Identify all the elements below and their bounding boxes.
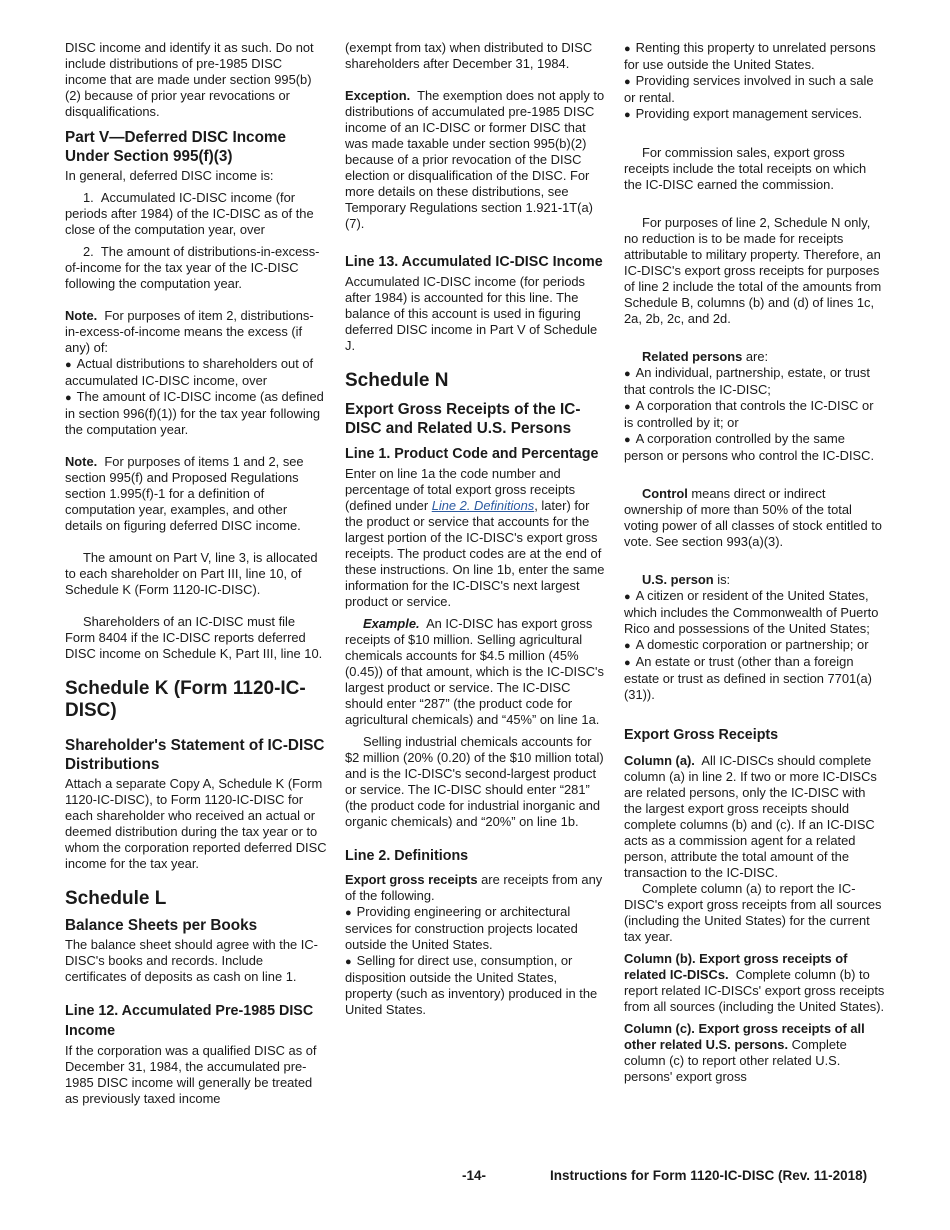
- paragraph: Accumulated IC-DISC income (for periods after 1984) is accounted for this line. The balance of this account is used in figuring deferred DISC income in Part V of Schedule J.: [345, 274, 598, 353]
- control-definition: Control means direct or indirect ownership of more than 50% of the total voting power of all classes of stock entitled to vote. See section 993(a)(3).: [624, 486, 882, 549]
- footer-title: Instructions for Form 1120-IC-DISC (Rev. 11-2018): [550, 1168, 868, 1183]
- paragraph: The balance sheet should agree with the IC-DISC's books and records. Include certificates of deposits as cash on line 1.: [65, 937, 318, 984]
- bullet-item: ● Renting this property to unrelated persons for use outside the United States.: [624, 40, 876, 72]
- paragraph: Attach a separate Copy A, Schedule K (Form 1120-IC-DISC), to Form 1120-IC-DISC for each shareholder who received an actual or deemed distribution during the tax year or to whom the corporation reported deferred DISC income for the tax year.: [65, 776, 327, 871]
- bullet-icon: ●: [624, 109, 631, 121]
- bullet-icon: ●: [624, 434, 631, 446]
- paragraph: For commission sales, export gross receipts include the total receipts on which the IC-DISC earned the commission.: [624, 145, 867, 192]
- paragraph: The amount on Part V, line 3, is allocated to each shareholder on Part III, line 10, of Schedule K (Form 1120-IC-DISC).: [65, 550, 318, 597]
- bullet-icon: ●: [624, 43, 631, 55]
- paragraph: DISC income and identify it as such. Do not include distributions of pre-1985 DISC income that are made under section 995(b)(2) because of prior year revocations or disqualifications.: [65, 40, 314, 119]
- note-label: Note.: [65, 454, 98, 469]
- column-1: [65, 40, 327, 1123]
- bullet-icon: ●: [65, 359, 72, 371]
- bullet-icon: ●: [65, 392, 72, 404]
- column-c: Column (c). Export gross receipts of all other related U.S. persons. Complete column (c) to report other related U.S. persons' export gross: [624, 1021, 865, 1084]
- paragraph: Selling industrial chemicals accounts for $2 million (20% (0.20) of the $10 million total) and is the IC-DISC's second-largest product or service. The IC-DISC should enter “281” (the product code for industrial inorganic and organic chemicals) and “20%” on line 1b.: [345, 734, 604, 829]
- subheading-schedule-k: Shareholder's Statement of IC-DISC Distributions: [65, 737, 325, 773]
- note: [65, 308, 327, 356]
- column-3: [624, 40, 886, 1085]
- bullet-item: ● An individual, partnership, estate, or trust that controls the IC-DISC;: [624, 365, 870, 397]
- subheading-schedule-n: Export Gross Receipts of the IC-DISC and Related U.S. Persons: [345, 401, 581, 437]
- paragraph: Export gross receipts are receipts from any of the following.: [345, 872, 603, 903]
- bullet-icon: ●: [624, 657, 631, 669]
- paragraph: Complete column (a) to report the IC-DISC's export gross receipts from all sources (including the United States) for the current tax year.: [624, 881, 882, 944]
- subheading-schedule-l: Balance Sheets per Books: [65, 917, 258, 934]
- heading-line-2: Line 2. Definitions: [345, 848, 469, 864]
- paragraph: Shareholders of an IC-DISC must file Form 8404 if the IC-DISC reports deferred DISC income on Schedule K, Part III, line 10.: [65, 614, 323, 661]
- heading-export-gross-receipts: Export Gross Receipts: [624, 727, 779, 743]
- bullet-icon: ●: [345, 907, 352, 919]
- heading-schedule-k: Schedule K (Form 1120-IC-DISC): [65, 678, 306, 721]
- bullet-item: ● Providing services involved in such a sale or rental.: [624, 73, 874, 105]
- bullet-item: ● A citizen or resident of the United States, which includes the Commonwealth of Puerto Rico and possessions of the United States;: [624, 588, 879, 636]
- bullet-item: ● The amount of IC-DISC income (as defined in section 996(f)(1)) for the tax year following the computation year.: [65, 389, 324, 437]
- heading-schedule-n: Schedule N: [345, 370, 449, 391]
- bullet-item: ● Providing engineering or architectural services for construction projects located outside the United States.: [345, 904, 578, 952]
- paragraph: If the corporation was a qualified DISC as of December 31, 1984, the accumulated pre-1985 DISC income will generally be treated as previously taxed income: [65, 1043, 317, 1106]
- column-2: [345, 40, 607, 1034]
- paragraph: Enter on line 1a the code number and percentage of total export gross receipts (defined under Line 2. Definitions, later) for the product or service that accounts for the largest portion of the IC-DISC's export gross receipts. The product codes are at the end of these instructions. On line 1b, enter the same information for the IC-DISC's next largest product or service.: [345, 466, 605, 609]
- related-persons: Related persons are:: [642, 349, 769, 364]
- note-text: For purposes of item 2, distributions-in-excess-of-income means the excess (if any) of:: [65, 308, 314, 355]
- heading-line-13: Line 13. Accumulated IC-DISC Income: [345, 254, 603, 270]
- page-number: -14-: [462, 1168, 487, 1183]
- bullet-item: ● A corporation controlled by the same person or persons who control the IC-DISC.: [624, 431, 875, 463]
- list-item: 1. Accumulated IC-DISC income (for periods after 1984) of the IC-DISC as of the close of the computation year, over: [65, 190, 314, 237]
- bullet-item: ● An estate or trust (other than a foreign estate or trust as defined in section 7701(a)(31)).: [624, 654, 872, 702]
- heading-line-12: Line 12. Accumulated Pre-1985 DISC Income: [65, 1003, 314, 1039]
- note-label: Note.: [65, 308, 98, 323]
- paragraph: For purposes of line 2, Schedule N only, no reduction is to be made for receipts attributable to military property. Therefore, an IC-DISC's export gross receipts for purposes of line 2 include the total of the amounts from Schedule B, columns (b) and (d) of lines 1c, 2a, 2b, 2c, and 2d.: [624, 215, 882, 326]
- paragraph: (exempt from tax) when distributed to DISC shareholders after December 31, 1984.: [345, 40, 593, 71]
- bullet-icon: ●: [624, 401, 631, 413]
- exception-label: Exception.: [345, 88, 411, 103]
- bullet-item: ● Actual distributions to shareholders out of accumulated IC-DISC income, over: [65, 356, 314, 388]
- heading-part-v: Part V—Deferred DISC Income Under Section 995(f)(3): [65, 129, 287, 165]
- bullet-icon: ●: [345, 956, 352, 968]
- line-2-definitions-link[interactable]: Line 2. Definitions: [431, 498, 535, 513]
- example: Example. An IC-DISC has export gross receipts of $10 million. Selling agricultural chemicals accounts for $4.5 million (45% (0.45)) of that amount, which is the IC-DISC's largest product or service. The IC-DISC should enter “287” (the product code for agricultural chemicals) and “45%” on line 1a.: [345, 616, 604, 727]
- note: [65, 454, 327, 534]
- bullet-icon: ●: [624, 76, 631, 88]
- list-item: 2. The amount of distributions-in-excess-of-income for the tax year of the IC-DISC following the computation year.: [65, 244, 320, 291]
- column-a: Column (a). All IC-DISCs should complete column (a) in line 2. If two or more IC-DISCs are related persons, only the IC-DISC with the largest export gross receipts should complete columns (b) and (c). If an IC-DISC acts as a commission agent for a related person, attribute the total amount of the transaction to the IC-DISC.: [624, 753, 877, 880]
- heading-schedule-l: Schedule L: [65, 888, 167, 909]
- heading-line-1: Line 1. Product Code and Percentage: [345, 446, 599, 462]
- bullet-icon: ●: [624, 591, 631, 603]
- column-b: Column (b). Export gross receipts of related IC-DISCs. Complete column (b) to report related IC-DISCs' export gross receipts from all sources (including the United States).: [624, 951, 885, 1014]
- exception: Exception. The exemption does not apply to distributions of accumulated pre-1985 DISC income of an IC-DISC or former DISC that was made taxable under section 995(b)(2) because of a prior revocation of the DISC election or disqualification of the DISC. For more details on these distributions, see Temporary Regulations section 1.921-1T(a)(7).: [345, 88, 605, 231]
- bullet-item: ● A corporation that controls the IC-DISC or is controlled by it; or: [624, 398, 874, 430]
- paragraph: In general, deferred DISC income is:: [65, 168, 274, 183]
- note-text: For purposes of items 1 and 2, see section 995(f) and Proposed Regulations section 1.995(f)-1 for a definition of computation year, examples, and other details on figuring deferred DISC income.: [65, 454, 304, 533]
- bullet-item: ● A domestic corporation or partnership; or: [624, 637, 869, 652]
- bullet-item: ● Selling for direct use, consumption, or disposition outside the United States, property (such as inventory) produced in the United States.: [345, 953, 598, 1017]
- bullet-item: ● Providing export management services.: [624, 106, 863, 121]
- bullet-icon: ●: [624, 640, 631, 652]
- us-person: U.S. person is:: [642, 572, 731, 587]
- example-label: Example.: [363, 616, 420, 631]
- bullet-icon: ●: [624, 368, 631, 380]
